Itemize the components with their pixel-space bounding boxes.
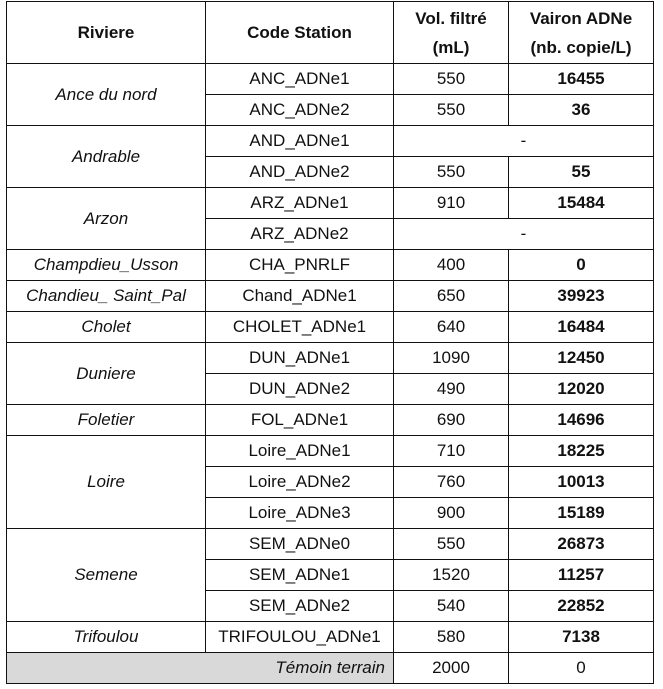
code-station-cell: CHA_PNRLF — [206, 250, 394, 281]
table-row — [7, 312, 654, 343]
code-station-cell: ANC_ADNe1 — [206, 64, 394, 95]
temoin-row — [7, 653, 654, 684]
riviere-cell: Andrable — [7, 126, 206, 188]
table-row — [7, 405, 654, 436]
riviere-cell: Champdieu_Usson — [7, 250, 206, 281]
code-station-cell: SEM_ADNe1 — [206, 560, 394, 591]
code-station-cell: TRIFOULOU_ADNe1 — [206, 622, 394, 653]
no-data-cell: - — [394, 219, 654, 250]
vol-cell: 910 — [394, 188, 509, 219]
header-vairon-line1: Vairon ADNe — [529, 8, 633, 28]
vairon-cell: 16484 — [509, 312, 654, 343]
vairon-cell: 11257 — [509, 560, 654, 591]
vairon-cell: 55 — [509, 157, 654, 188]
riviere-cell: Arzon — [7, 188, 206, 250]
table-body — [7, 64, 654, 684]
vol-cell: 540 — [394, 591, 509, 622]
vol-cell: 650 — [394, 281, 509, 312]
vol-cell: 710 — [394, 436, 509, 467]
table-row — [7, 622, 654, 653]
code-station-cell: Loire_ADNe1 — [206, 436, 394, 467]
vairon-cell: 15484 — [509, 188, 654, 219]
vairon-cell: 10013 — [509, 467, 654, 498]
header-vol-line1: Vol. filtré — [415, 8, 487, 28]
header-vol-line2: (mL) — [432, 37, 470, 57]
vairon-cell: 26873 — [509, 529, 654, 560]
table-row — [7, 343, 654, 374]
vol-cell: 580 — [394, 622, 509, 653]
riviere-cell: Loire — [7, 436, 206, 529]
vol-cell: 400 — [394, 250, 509, 281]
table-row — [7, 529, 654, 560]
vol-cell: 900 — [394, 498, 509, 529]
vol-cell: 550 — [394, 157, 509, 188]
code-station-cell: ARZ_ADNe2 — [206, 219, 394, 250]
code-station-cell: SEM_ADNe2 — [206, 591, 394, 622]
table-row — [7, 64, 654, 95]
riviere-cell: Foletier — [7, 405, 206, 436]
vairon-cell: 12450 — [509, 343, 654, 374]
temoin-vairon: 0 — [509, 653, 654, 684]
code-station-cell: CHOLET_ADNe1 — [206, 312, 394, 343]
vairon-cell: 0 — [509, 250, 654, 281]
table-row — [7, 188, 654, 219]
vairon-cell: 16455 — [509, 64, 654, 95]
table-row — [7, 281, 654, 312]
table-row — [7, 126, 654, 157]
code-station-cell: ARZ_ADNe1 — [206, 188, 394, 219]
vol-cell: 490 — [394, 374, 509, 405]
code-station-cell: Loire_ADNe2 — [206, 467, 394, 498]
vol-cell: 1520 — [394, 560, 509, 591]
vairon-cell: 14696 — [509, 405, 654, 436]
vol-cell: 760 — [394, 467, 509, 498]
data-table — [6, 1, 654, 684]
code-station-cell: FOL_ADNe1 — [206, 405, 394, 436]
table-row — [7, 436, 654, 467]
header-code-station: Code Station — [206, 2, 394, 64]
riviere-cell: Ance du nord — [7, 64, 206, 126]
temoin-vol: 2000 — [394, 653, 509, 684]
vairon-cell: 36 — [509, 95, 654, 126]
header-riviere: Riviere — [7, 2, 206, 64]
vairon-cell: 12020 — [509, 374, 654, 405]
code-station-cell: SEM_ADNe0 — [206, 529, 394, 560]
vairon-cell: 18225 — [509, 436, 654, 467]
vol-cell: 640 — [394, 312, 509, 343]
code-station-cell: ANC_ADNe2 — [206, 95, 394, 126]
code-station-cell: Loire_ADNe3 — [206, 498, 394, 529]
riviere-cell: Trifoulou — [7, 622, 206, 653]
riviere-cell: Cholet — [7, 312, 206, 343]
header-vairon-line2: (nb. copie/L) — [530, 37, 632, 57]
vairon-cell: 7138 — [509, 622, 654, 653]
riviere-cell: Semene — [7, 529, 206, 622]
no-data-cell: - — [394, 126, 654, 157]
riviere-cell: Duniere — [7, 343, 206, 405]
code-station-cell: Chand_ADNe1 — [206, 281, 394, 312]
vol-cell: 550 — [394, 95, 509, 126]
vol-cell: 550 — [394, 529, 509, 560]
code-station-cell: DUN_ADNe1 — [206, 343, 394, 374]
header-vairon — [509, 2, 654, 64]
table-row — [7, 250, 654, 281]
vairon-cell: 39923 — [509, 281, 654, 312]
vairon-cell: 22852 — [509, 591, 654, 622]
vairon-cell: 15189 — [509, 498, 654, 529]
vol-cell: 550 — [394, 64, 509, 95]
riviere-cell: Chandieu_ Saint_Pal — [7, 281, 206, 312]
header-row — [7, 2, 654, 64]
temoin-label: Témoin terrain — [7, 653, 394, 684]
code-station-cell: DUN_ADNe2 — [206, 374, 394, 405]
code-station-cell: AND_ADNe2 — [206, 157, 394, 188]
header-vol-filtre — [394, 2, 509, 64]
vol-cell: 690 — [394, 405, 509, 436]
vol-cell: 1090 — [394, 343, 509, 374]
code-station-cell: AND_ADNe1 — [206, 126, 394, 157]
